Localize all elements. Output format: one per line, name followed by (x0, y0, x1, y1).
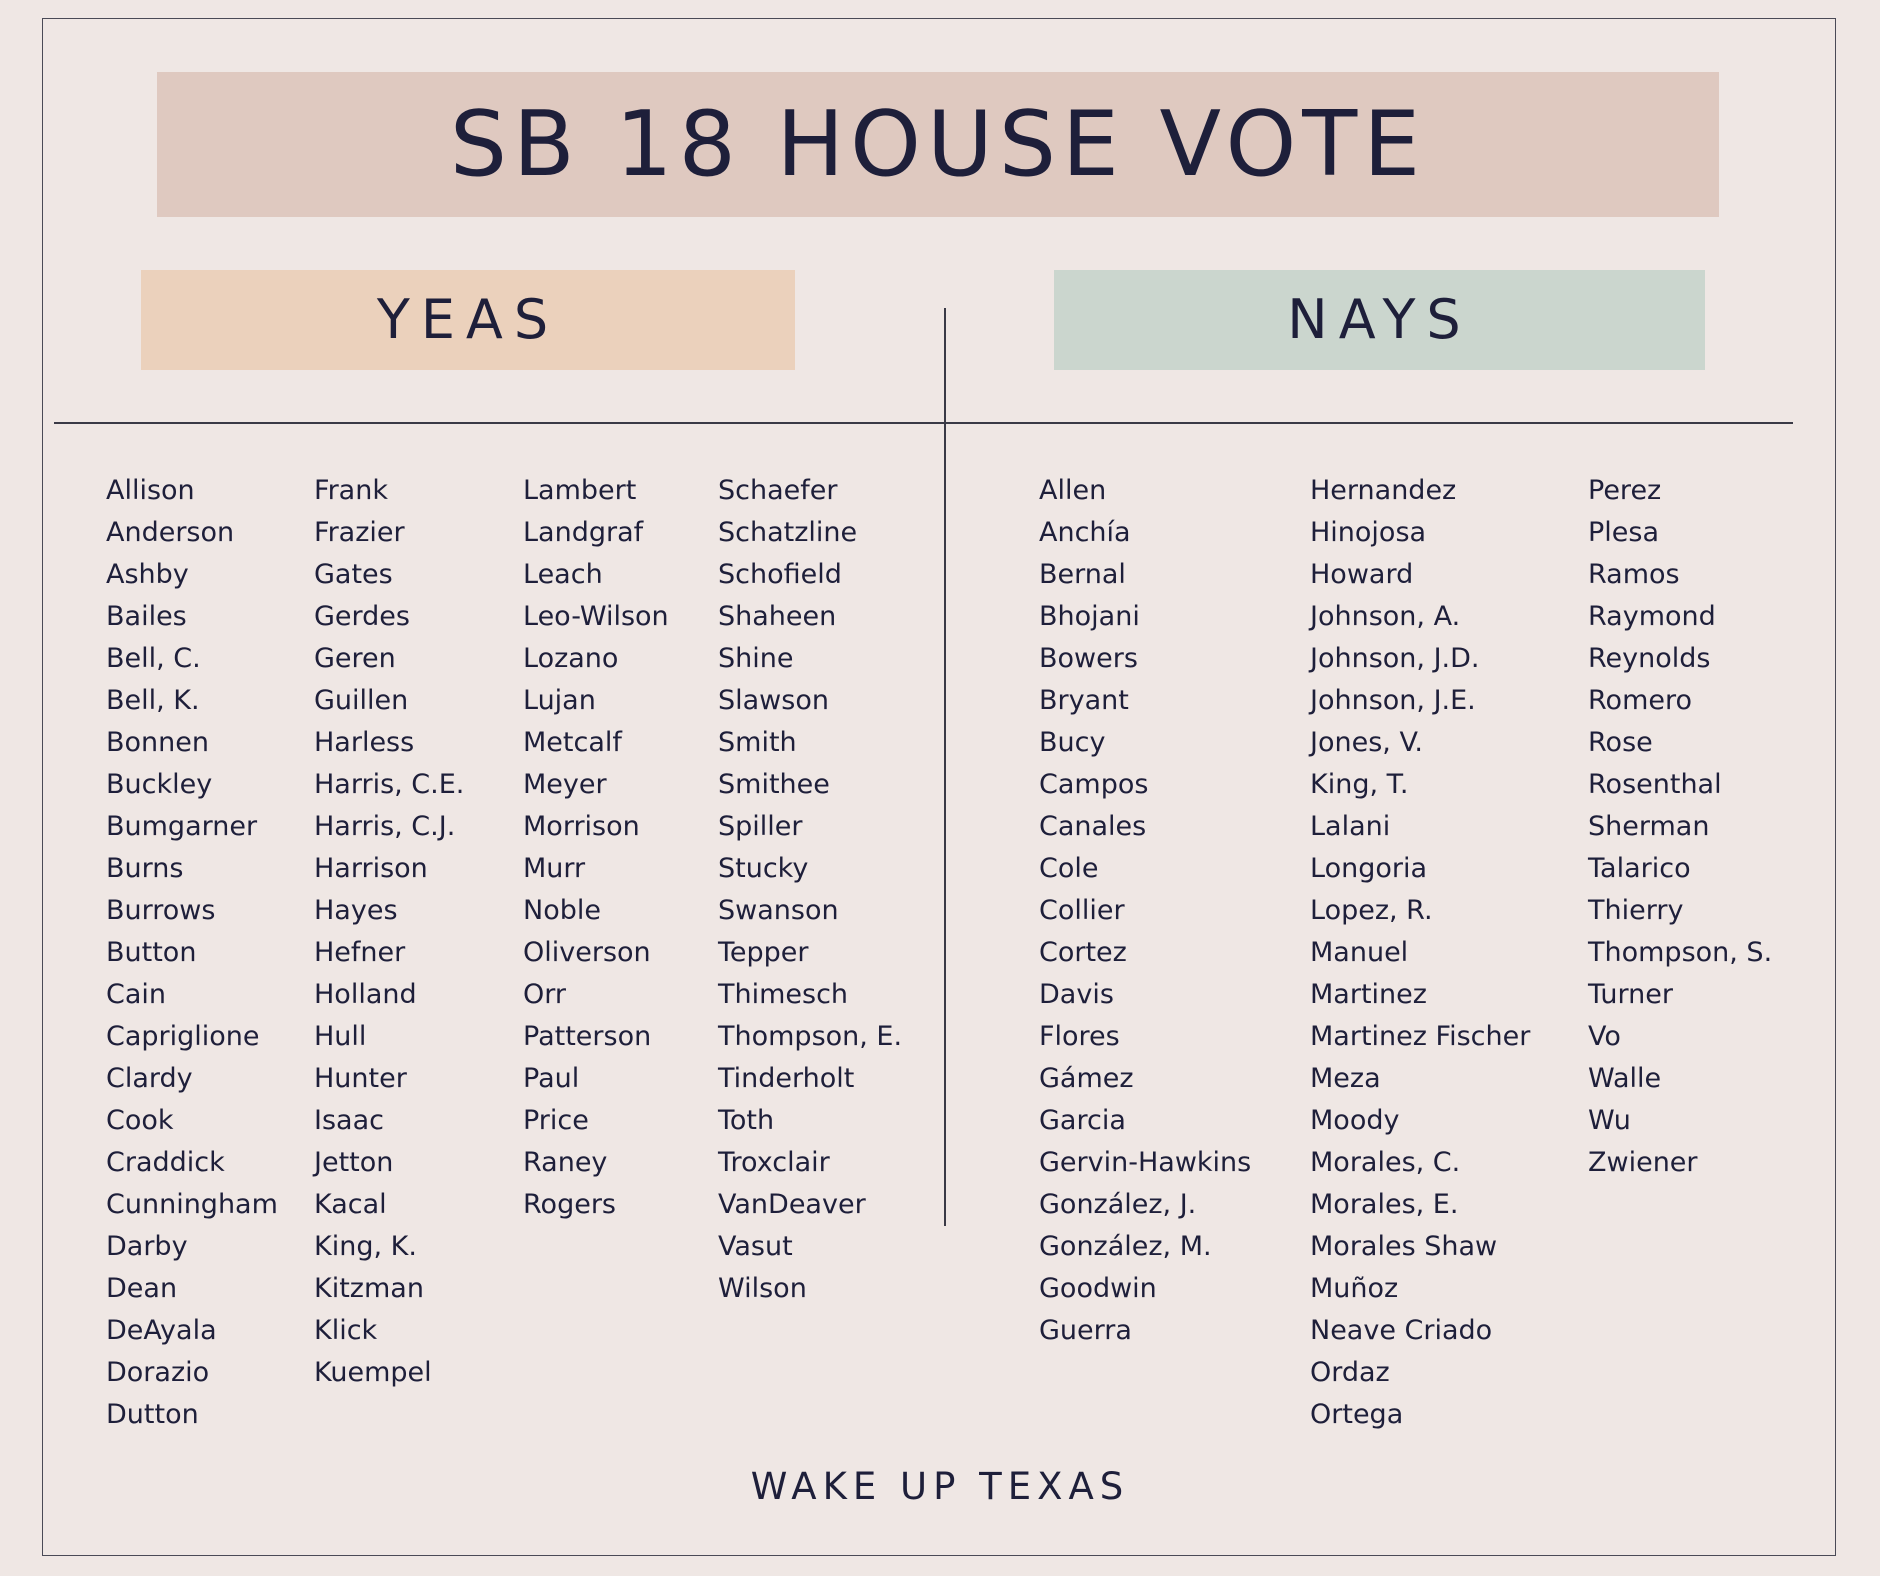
nays-column-3 (1588, 470, 1772, 1184)
nay-member-name: Neave Criado (1310, 1315, 1493, 1346)
yeas-label: YEAS (376, 288, 560, 351)
nay-member-name: Howard (1310, 559, 1414, 590)
yea-member-name: Raney (523, 1147, 608, 1178)
yea-member-name: Craddick (106, 1147, 225, 1178)
nay-member-name: Sherman (1588, 811, 1710, 842)
yea-member-name: Schofield (718, 559, 842, 590)
yea-member-name: Slawson (718, 685, 829, 716)
yea-member-name: Darby (106, 1231, 188, 1262)
nay-member-name: Meza (1310, 1063, 1381, 1094)
page-border (42, 18, 1836, 1556)
yea-member-name: Lujan (523, 685, 596, 716)
yeas-column-4 (718, 470, 902, 1310)
nay-member-name: Bernal (1039, 559, 1126, 590)
yea-member-name: Harris, C.E. (314, 769, 465, 800)
yea-member-name: Landgraf (523, 517, 644, 548)
yea-member-name: Jetton (314, 1147, 394, 1178)
yea-member-name: Vasut (718, 1231, 793, 1262)
yea-member-name: Hunter (314, 1063, 407, 1094)
yea-member-name: Harless (314, 727, 415, 758)
nay-member-name: Zwiener (1588, 1147, 1698, 1178)
nay-member-name: Bryant (1039, 685, 1129, 716)
nay-member-name: Johnson, A. (1310, 601, 1461, 632)
nay-member-name: Talarico (1588, 853, 1691, 884)
nay-member-name: Hinojosa (1310, 517, 1427, 548)
nay-member-name: Vo (1588, 1021, 1621, 1052)
nay-member-name: Muñoz (1310, 1273, 1399, 1304)
nay-member-name: Perez (1588, 475, 1662, 506)
yea-member-name: Guillen (314, 685, 409, 716)
yea-member-name: Thimesch (718, 979, 849, 1010)
nay-member-name: Allen (1039, 475, 1107, 506)
nay-member-name: Raymond (1588, 601, 1716, 632)
nay-member-name: Turner (1588, 979, 1673, 1010)
nay-member-name: Garcia (1039, 1105, 1126, 1136)
yea-member-name: Anderson (106, 517, 235, 548)
yea-member-name: DeAyala (106, 1315, 217, 1346)
nay-member-name: Flores (1039, 1021, 1120, 1052)
nay-member-name: Rosenthal (1588, 769, 1722, 800)
yea-member-name: Troxclair (718, 1147, 830, 1178)
yeas-column-1 (106, 470, 278, 1436)
yea-member-name: Buckley (106, 769, 213, 800)
yea-member-name: Schaefer (718, 475, 838, 506)
nay-member-name: Moody (1310, 1105, 1400, 1136)
yea-member-name: Bonnen (106, 727, 209, 758)
yea-member-name: Murr (523, 853, 586, 884)
nay-member-name: Thierry (1588, 895, 1684, 926)
yea-member-name: Patterson (523, 1021, 652, 1052)
nay-member-name: Jones, V. (1310, 727, 1424, 758)
yea-member-name: Meyer (523, 769, 607, 800)
nay-member-name: Morales, C. (1310, 1147, 1461, 1178)
yea-member-name: Smith (718, 727, 797, 758)
yea-member-name: Lambert (523, 475, 637, 506)
yea-member-name: Orr (523, 979, 566, 1010)
nay-member-name: Ramos (1588, 559, 1680, 590)
yea-member-name: Paul (523, 1063, 580, 1094)
yeas-column-2 (314, 470, 464, 1394)
yea-member-name: Wilson (718, 1273, 807, 1304)
nay-member-name: Martinez (1310, 979, 1427, 1010)
nay-member-name: Lopez, R. (1310, 895, 1433, 926)
yea-member-name: Bumgarner (106, 811, 258, 842)
horizontal-divider (54, 422, 1793, 424)
nay-member-name: Thompson, S. (1588, 937, 1773, 968)
yea-member-name: Schatzline (718, 517, 858, 548)
nay-member-name: Johnson, J.E. (1310, 685, 1476, 716)
yea-member-name: Swanson (718, 895, 839, 926)
yea-member-name: Metcalf (523, 727, 622, 758)
nay-member-name: Davis (1039, 979, 1114, 1010)
yea-member-name: Harris, C.J. (314, 811, 456, 842)
yea-member-name: King, K. (314, 1231, 417, 1262)
nay-member-name: Romero (1588, 685, 1693, 716)
yea-member-name: Cook (106, 1105, 174, 1136)
yea-member-name: Kitzman (314, 1273, 424, 1304)
yea-member-name: Hefner (314, 937, 406, 968)
yea-member-name: Holland (314, 979, 417, 1010)
nay-member-name: Bhojani (1039, 601, 1140, 632)
yea-member-name: Shine (718, 643, 794, 674)
nay-member-name: Morales Shaw (1310, 1231, 1498, 1262)
yea-member-name: Clardy (106, 1063, 193, 1094)
yea-member-name: Stucky (718, 853, 809, 884)
nay-member-name: Wu (1588, 1105, 1631, 1136)
yea-member-name: VanDeaver (718, 1189, 866, 1220)
title-banner (157, 72, 1719, 217)
nay-member-name: González, M. (1039, 1231, 1212, 1262)
nays-label: NAYS (1287, 288, 1472, 351)
vertical-divider (944, 308, 946, 1226)
nay-member-name: Bucy (1039, 727, 1106, 758)
nay-member-name: Longoria (1310, 853, 1428, 884)
yea-member-name: Thompson, E. (718, 1021, 903, 1052)
nay-member-name: Manuel (1310, 937, 1409, 968)
nay-member-name: Johnson, J.D. (1310, 643, 1480, 674)
yea-member-name: Lozano (523, 643, 619, 674)
yea-member-name: Burns (106, 853, 184, 884)
yea-member-name: Ashby (106, 559, 189, 590)
yea-member-name: Cain (106, 979, 167, 1010)
yeas-header (141, 270, 795, 370)
yea-member-name: Spiller (718, 811, 803, 842)
yea-member-name: Noble (523, 895, 601, 926)
nay-member-name: González, J. (1039, 1189, 1197, 1220)
yea-member-name: Geren (314, 643, 396, 674)
nay-member-name: Anchía (1039, 517, 1131, 548)
nay-member-name: Hernandez (1310, 475, 1457, 506)
yea-member-name: Cunningham (106, 1189, 278, 1220)
nay-member-name: King, T. (1310, 769, 1409, 800)
yea-member-name: Dean (106, 1273, 178, 1304)
yea-member-name: Gates (314, 559, 393, 590)
yeas-column-3 (523, 470, 669, 1226)
yea-member-name: Allison (106, 475, 195, 506)
nay-member-name: Canales (1039, 811, 1147, 842)
yea-member-name: Tinderholt (718, 1063, 855, 1094)
yea-member-name: Burrows (106, 895, 216, 926)
yea-member-name: Frazier (314, 517, 405, 548)
yea-member-name: Harrison (314, 853, 428, 884)
footer-text: WAKE UP TEXAS (750, 1465, 1130, 1508)
yea-member-name: Dutton (106, 1399, 199, 1430)
yea-member-name: Rogers (523, 1189, 616, 1220)
nays-column-1 (1039, 470, 1251, 1352)
yea-member-name: Frank (314, 475, 388, 506)
nay-member-name: Morales, E. (1310, 1189, 1459, 1220)
yea-member-name: Bell, C. (106, 643, 201, 674)
nays-header (1054, 270, 1705, 370)
nay-member-name: Plesa (1588, 517, 1660, 548)
nay-member-name: Cortez (1039, 937, 1127, 968)
yea-member-name: Leach (523, 559, 603, 590)
yea-member-name: Shaheen (718, 601, 837, 632)
yea-member-name: Leo-Wilson (523, 601, 669, 632)
yea-member-name: Capriglione (106, 1021, 260, 1052)
nay-member-name: Campos (1039, 769, 1149, 800)
nay-member-name: Goodwin (1039, 1273, 1157, 1304)
yea-member-name: Isaac (314, 1105, 384, 1136)
nay-member-name: Reynolds (1588, 643, 1711, 674)
yea-member-name: Hayes (314, 895, 398, 926)
nays-column-2 (1310, 470, 1530, 1436)
yea-member-name: Hull (314, 1021, 367, 1052)
nay-member-name: Walle (1588, 1063, 1662, 1094)
nay-member-name: Guerra (1039, 1315, 1132, 1346)
yea-member-name: Button (106, 937, 197, 968)
yea-member-name: Bailes (106, 601, 187, 632)
nay-member-name: Gervin-Hawkins (1039, 1147, 1252, 1178)
yea-member-name: Kacal (314, 1189, 387, 1220)
nay-member-name: Collier (1039, 895, 1125, 926)
nay-member-name: Martinez Fischer (1310, 1021, 1531, 1052)
nay-member-name: Rose (1588, 727, 1653, 758)
nay-member-name: Cole (1039, 853, 1099, 884)
yea-member-name: Kuempel (314, 1357, 432, 1388)
yea-member-name: Klick (314, 1315, 378, 1346)
nay-member-name: Ortega (1310, 1399, 1404, 1430)
yea-member-name: Gerdes (314, 601, 410, 632)
yea-member-name: Dorazio (106, 1357, 210, 1388)
yea-member-name: Smithee (718, 769, 830, 800)
nay-member-name: Ordaz (1310, 1357, 1390, 1388)
yea-member-name: Morrison (523, 811, 640, 842)
yea-member-name: Bell, K. (106, 685, 200, 716)
nay-member-name: Lalani (1310, 811, 1391, 842)
yea-member-name: Oliverson (523, 937, 651, 968)
nay-member-name: Gámez (1039, 1063, 1134, 1094)
yea-member-name: Toth (718, 1105, 775, 1136)
yea-member-name: Price (523, 1105, 589, 1136)
nay-member-name: Bowers (1039, 643, 1138, 674)
yea-member-name: Tepper (718, 937, 809, 968)
page-title: SB 18 HOUSE VOTE (449, 91, 1427, 197)
